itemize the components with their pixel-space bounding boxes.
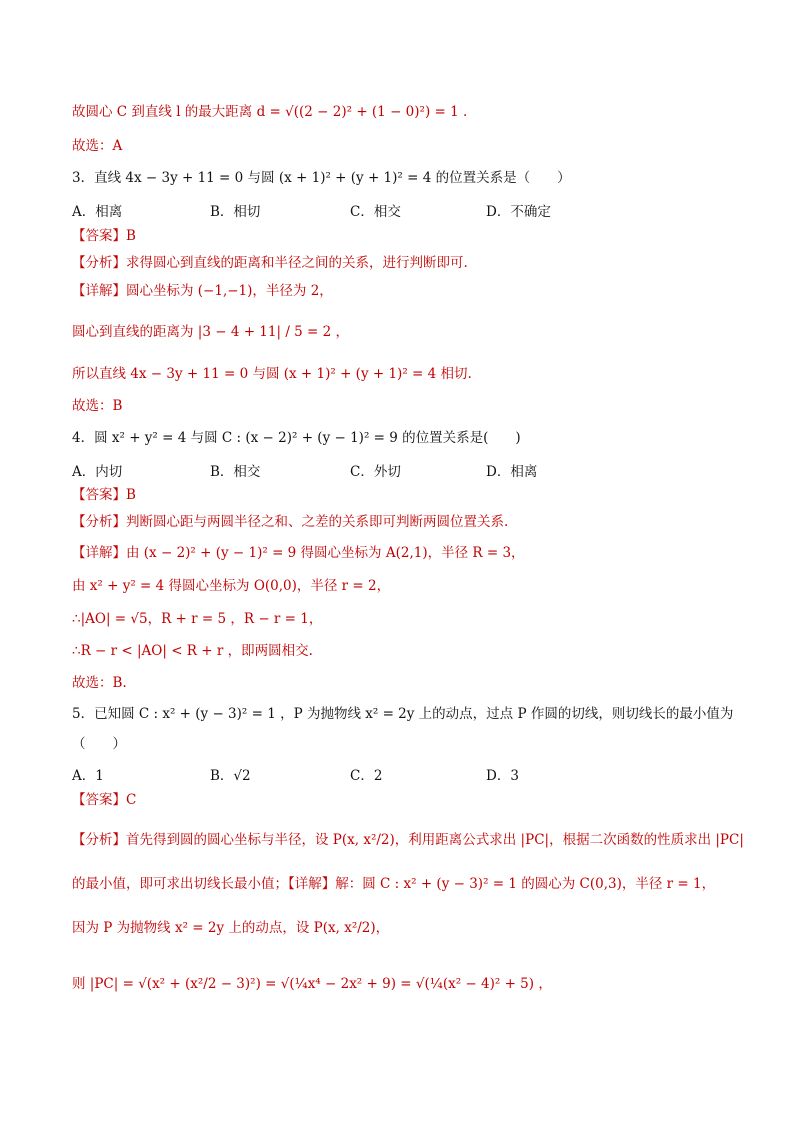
text-line: 故圆心 C 到直线 l 的最大距离 d = √((2 − 2)² + (1 − 0)²) = 1 . xyxy=(72,104,468,120)
option-a: A．内切 xyxy=(72,464,123,480)
detail-line xyxy=(72,545,734,563)
option-d: D．相离 xyxy=(486,464,538,480)
answer-choice-line: 故选：A xyxy=(72,138,123,154)
detail-text: 解：圆 C : x² + (y − 3)² = 1 的圆心为 C(0,3)，半径 r = 1， xyxy=(335,876,716,892)
analysis-text: 判断圆心距与两圆半径之和、之差的关系即可判断两圆位置关系. xyxy=(126,514,509,530)
question-4-options xyxy=(72,460,722,480)
detail-text: 由 (x − 2)² + (y − 1)² = 9 得圆心坐标为 A(2,1)，半径 R = 3， xyxy=(126,545,525,561)
detail-tag: 【详解】 xyxy=(288,876,336,892)
analysis-tag: 【分析】 xyxy=(72,514,126,530)
analysis-line xyxy=(72,832,744,850)
answer-tag: 【答案】 xyxy=(72,487,126,503)
option-b: B．相交 xyxy=(210,464,261,480)
option-d: D．不确定 xyxy=(486,204,551,220)
distance-line: 圆心到直线的距离为 |3 − 4 + 11| / 5 = 2 ， xyxy=(72,324,350,340)
detail-tag: 【详解】 xyxy=(72,545,126,561)
option-c: C．相交 xyxy=(350,204,401,220)
detail-line xyxy=(72,876,734,894)
question-5-paren: （ ） xyxy=(72,736,126,752)
question-5: 5．已知圆 C : x² + (y − 3)² = 1 ，P 为抛物线 x² = 2y 上的动点，过点 P 作圆的切线，则切线长的最小值为 xyxy=(72,706,734,722)
text-line: 因为 P 为抛物线 x² = 2y 上的动点，设 P(x, x²/2)， xyxy=(72,920,390,936)
question-3: 3．直线 4x − 3y + 11 = 0 与圆 (x + 1)² + (y + 1)² = 4 的位置关系是（ ） xyxy=(72,170,571,186)
answer-choice-line: 故选：B xyxy=(72,398,123,414)
analysis-line xyxy=(72,255,734,273)
analysis-tag: 【分析】 xyxy=(72,255,126,271)
answer-line xyxy=(72,792,734,810)
detail-text: 圆心坐标为 (−1,−1)，半径为 2， xyxy=(126,283,333,299)
detail-tag: 【详解】 xyxy=(72,283,126,299)
question-5-options xyxy=(72,764,722,784)
answer-tag: 【答案】 xyxy=(72,792,126,808)
option-c: C．外切 xyxy=(350,464,401,480)
text-line: ∴|AO| = √5，R + r = 5 ，R − r = 1， xyxy=(72,611,323,627)
analysis-line xyxy=(72,514,734,532)
conclusion-line: 所以直线 4x − 3y + 11 = 0 与圆 (x + 1)² + (y + 1)² = 4 相切. xyxy=(72,366,472,382)
question-3-options xyxy=(72,200,722,220)
option-b: B．√2 xyxy=(210,768,251,784)
option-b: B．相切 xyxy=(210,204,261,220)
option-a: A．相离 xyxy=(72,204,123,220)
answer-choice-line: 故选：B. xyxy=(72,675,127,691)
answer-value: C xyxy=(126,792,137,808)
text-line: ∴R − r < |AO| < R + r ，即两圆相交. xyxy=(72,643,313,659)
answer-value: B xyxy=(126,228,136,244)
text-line: 则 |PC| = √(x² + (x²/2 − 3)²) = √(¼x⁴ − 2x² + 9) = √(¼(x² − 4)² + 5) ， xyxy=(72,976,552,992)
text-line: 由 x² + y² = 4 得圆心坐标为 O(0,0)，半径 r = 2， xyxy=(72,578,391,594)
option-c: C．2 xyxy=(350,768,383,784)
detail-line xyxy=(72,283,734,301)
analysis-tag: 【分析】 xyxy=(72,832,126,848)
analysis-text: 首先得到圆的圆心坐标与半径，设 P(x, x²/2)，利用距离公式求出 |PC|，根据二次函数的性质求出 |PC| xyxy=(126,832,744,848)
option-d: D．3 xyxy=(486,768,519,784)
answer-value: B xyxy=(126,487,136,503)
answer-line xyxy=(72,487,734,505)
option-a: A．1 xyxy=(72,768,104,784)
analysis-text: 求得圆心到直线的距离和半径之间的关系，进行判断即可. xyxy=(126,255,468,271)
answer-tag: 【答案】 xyxy=(72,228,126,244)
question-4: 4．圆 x² + y² = 4 与圆 C : (x − 2)² + (y − 1)² = 9 的位置关系是( ) xyxy=(72,430,521,446)
text-segment: 的最小值，即可求出切线长最小值； xyxy=(72,876,288,892)
answer-line xyxy=(72,228,734,246)
